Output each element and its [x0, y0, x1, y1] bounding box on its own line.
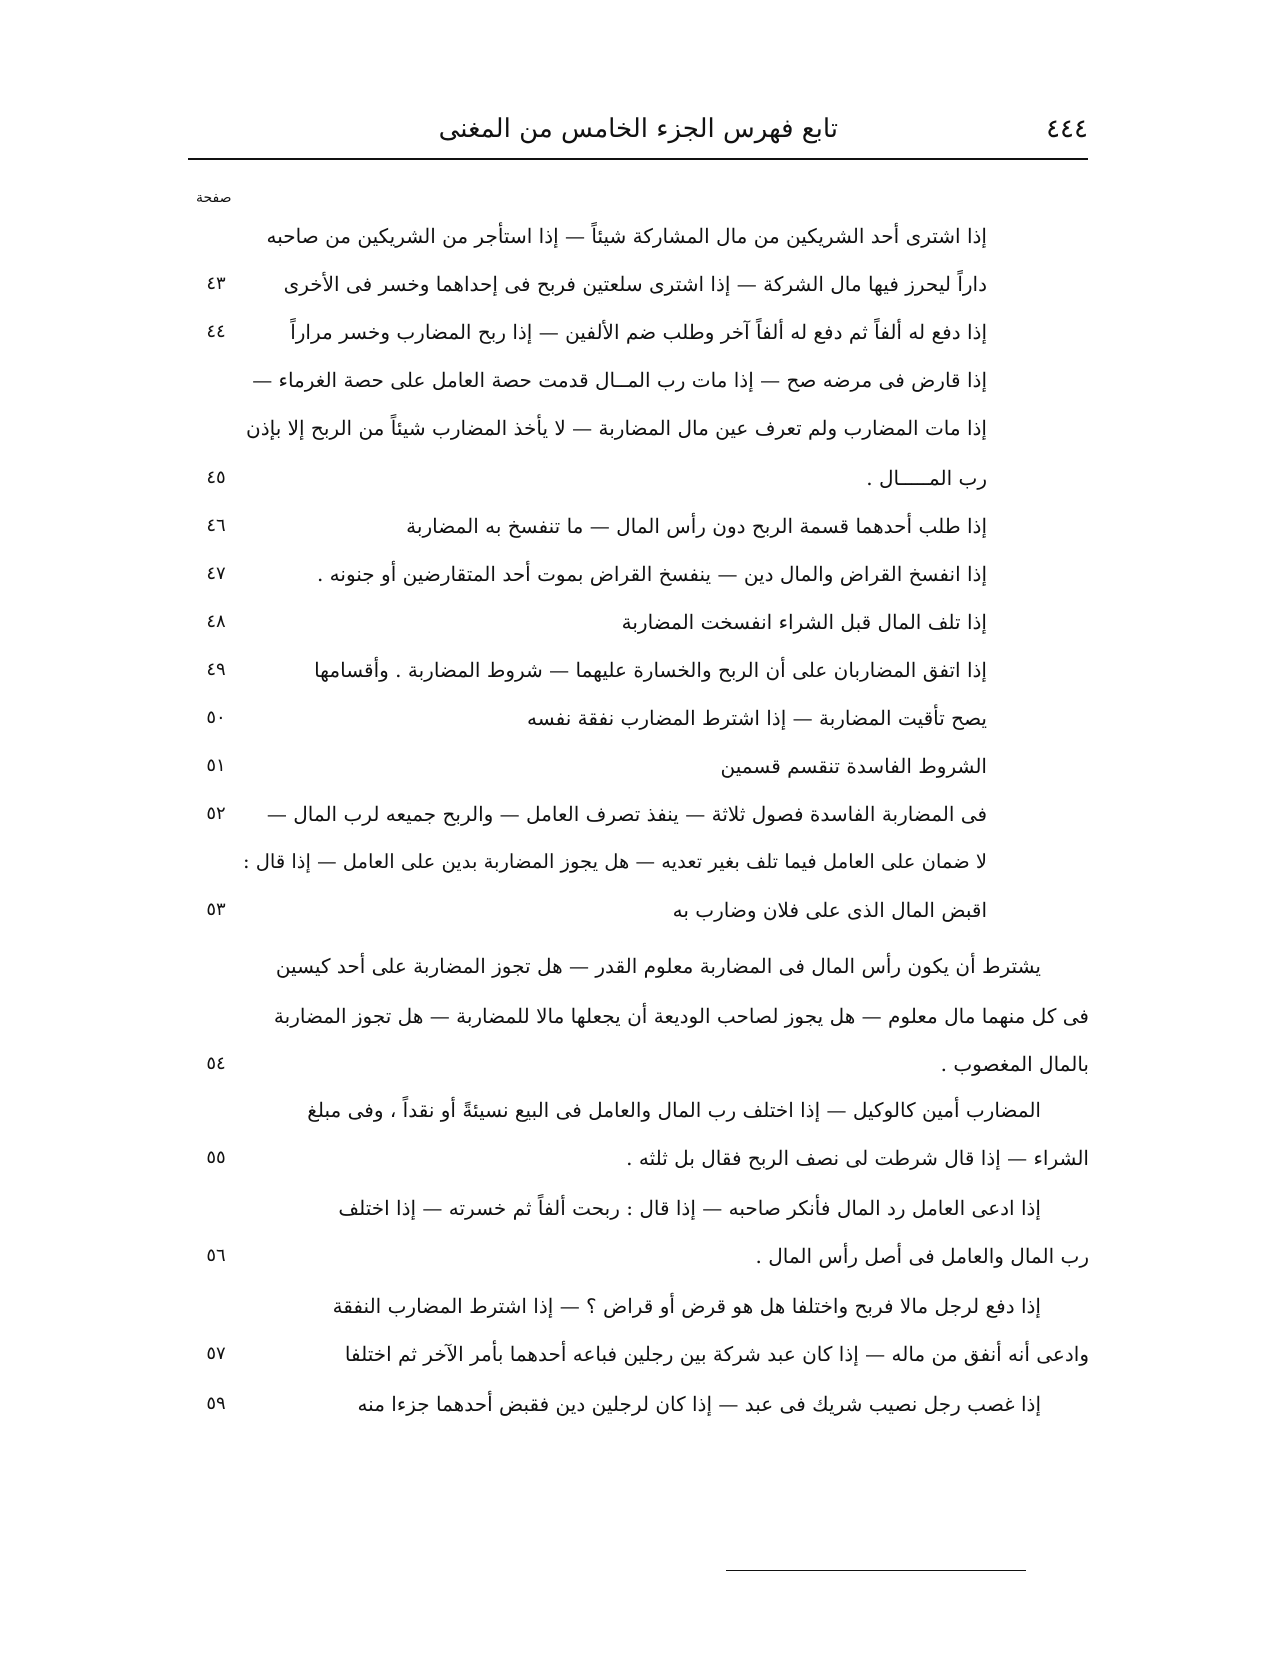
- index-line: [196, 310, 1089, 354]
- index-line-text: اقبض المال الذى على فلان وضارب به: [672, 898, 987, 922]
- index-line-page: ٥٤: [206, 1053, 226, 1074]
- index-line: [196, 1332, 1089, 1376]
- index-line-page: ٥٥: [206, 1147, 226, 1168]
- index-line: [196, 1382, 1089, 1426]
- index-line: [196, 406, 1089, 450]
- index-line: [196, 600, 1089, 644]
- index-line-text: الشروط الفاسدة تنقسم قسمين: [720, 754, 987, 778]
- index-line: [196, 744, 1089, 788]
- index-line: [196, 648, 1089, 692]
- index-line: [196, 840, 1089, 884]
- footer-rule: [726, 1570, 1026, 1571]
- index-line-text: داراً ليحرز فيها مال الشركة — إذا اشترى سلعتين فربح فى إحداهما وخسر فى الأخرى: [283, 272, 987, 296]
- index-line-text: إذا اتفق المضاربان على أن الربح والخسارة عليهما — شروط المضاربة . وأقسامها: [314, 658, 987, 682]
- index-line-text: يصح تأقيت المضاربة — إذا اشترط المضارب نفقة نفسه: [527, 706, 987, 730]
- page-number: ٤٤٤: [1046, 114, 1088, 144]
- index-line-text: رب المـــــال .: [866, 466, 987, 490]
- index-line-page: ٤٧: [206, 563, 226, 584]
- index-line-page: ٥٩: [206, 1393, 226, 1414]
- index-line: [196, 888, 1089, 932]
- index-line: [196, 504, 1089, 548]
- index-line: [196, 944, 1089, 988]
- index-line-text: إذا طلب أحدهما قسمة الربح دون رأس المال — ما تنفسخ به المضاربة: [406, 514, 987, 538]
- index-line: [196, 552, 1089, 596]
- index-line-text: إذا غصب رجل نصيب شريك فى عبد — إذا كان لرجلين دين فقبض أحدهما جزءا منه: [357, 1392, 1041, 1416]
- index-line-text: رب المال والعامل فى أصل رأس المال .: [755, 1244, 1089, 1268]
- index-line: [196, 1088, 1089, 1132]
- index-line: [196, 696, 1089, 740]
- index-line-text: فى المضاربة الفاسدة فصول ثلاثة — ينفذ تصرف العامل — والربح جميعه لرب المال —: [266, 802, 987, 826]
- index-line-page: ٥٦: [206, 1245, 226, 1266]
- page-column-label: صفحة: [196, 190, 232, 206]
- index-line-page: ٤٩: [206, 659, 226, 680]
- index-line: [196, 994, 1089, 1038]
- running-title: تابع فهرس الجزء الخامس من المغنى: [438, 114, 838, 144]
- index-line-text: الشراء — إذا قال شرطت لى نصف الربح فقال بل ثلثه .: [626, 1146, 1089, 1170]
- index-line-text: إذا انفسخ القراض والمال دين — ينفسخ القراض بموت أحد المتقارضين أو جنونه .: [316, 562, 987, 586]
- index-line-page: ٤٦: [206, 515, 226, 536]
- index-line-page: ٤٤: [206, 321, 226, 342]
- index-line-text: إذا قارض فى مرضه صح — إذا مات رب المــال قدمت حصة العامل على حصة الغرماء —: [252, 368, 987, 392]
- index-line-page: ٤٨: [206, 611, 226, 632]
- index-line: [196, 792, 1089, 836]
- index-line: [196, 1136, 1089, 1180]
- index-line-text: إذا اشترى أحد الشريكين من مال المشاركة شيئاً — إذا استأجر من الشريكين من صاحبه: [266, 224, 987, 248]
- page-header: [188, 108, 1088, 154]
- index-line: [196, 358, 1089, 402]
- index-line-text: بالمال المغصوب .: [940, 1052, 1089, 1076]
- index-line: [196, 262, 1089, 306]
- index-line-page: ٥٧: [206, 1343, 226, 1364]
- index-line-page: ٥٠: [206, 707, 226, 728]
- index-line: [196, 1234, 1089, 1278]
- index-line-text: لا ضمان على العامل فيما تلف بغير تعديه — هل يجوز المضاربة بدين على العامل — إذا قال :: [242, 850, 987, 873]
- index-line-text: إذا دفع له ألفاً ثم دفع له ألفاً آخر وطلب ضم الألفين — إذا ربح المضارب وخسر مراراً: [290, 320, 987, 344]
- index-line: [196, 456, 1089, 500]
- index-line-page: ٤٣: [206, 273, 226, 294]
- index-line-text: إذا ادعى العامل رد المال فأنكر صاحبه — إذا قال : ربحت ألفاً ثم خسرته — إذا اختلف: [338, 1196, 1041, 1220]
- index-line: [196, 1042, 1089, 1086]
- index-line-text: وادعى أنه أنفق من ماله — إذا كان عبد شركة بين رجلين فباعه أحدهما بأمر الآخر ثم اختلفا: [344, 1342, 1089, 1366]
- index-line-page: ٥٢: [206, 803, 226, 824]
- header-rule: [188, 158, 1088, 160]
- index-line-page: ٥٣: [206, 899, 226, 920]
- index-line-text: إذا مات المضارب ولم تعرف عين مال المضاربة — لا يأخذ المضارب شيئاً من الربح إلا بإذن: [246, 416, 987, 440]
- index-line: [196, 1284, 1089, 1328]
- index-line: [196, 214, 1089, 258]
- index-line: [196, 1186, 1089, 1230]
- index-line-text: إذا دفع لرجل مالا فربح واختلفا هل هو قرض أو قراض ؟ — إذا اشترط المضارب النفقة: [332, 1294, 1041, 1318]
- index-line-text: إذا تلف المال قبل الشراء انفسخت المضاربة: [621, 610, 987, 634]
- index-line-text: يشترط أن يكون رأس المال فى المضاربة معلوم القدر — هل تجوز المضاربة على أحد كيسين: [275, 954, 1041, 978]
- index-line-page: ٥١: [206, 755, 226, 776]
- index-line-page: ٤٥: [206, 467, 226, 488]
- index-line-text: المضارب أمين كالوكيل — إذا اختلف رب المال والعامل فى البيع نسيئةً أو نقداً ، وفى مبلغ: [307, 1098, 1041, 1122]
- index-line-text: فى كل منهما مال معلوم — هل يجوز لصاحب الوديعة أن يجعلها مالا للمضاربة — هل تجوز المضاربة: [273, 1004, 1089, 1028]
